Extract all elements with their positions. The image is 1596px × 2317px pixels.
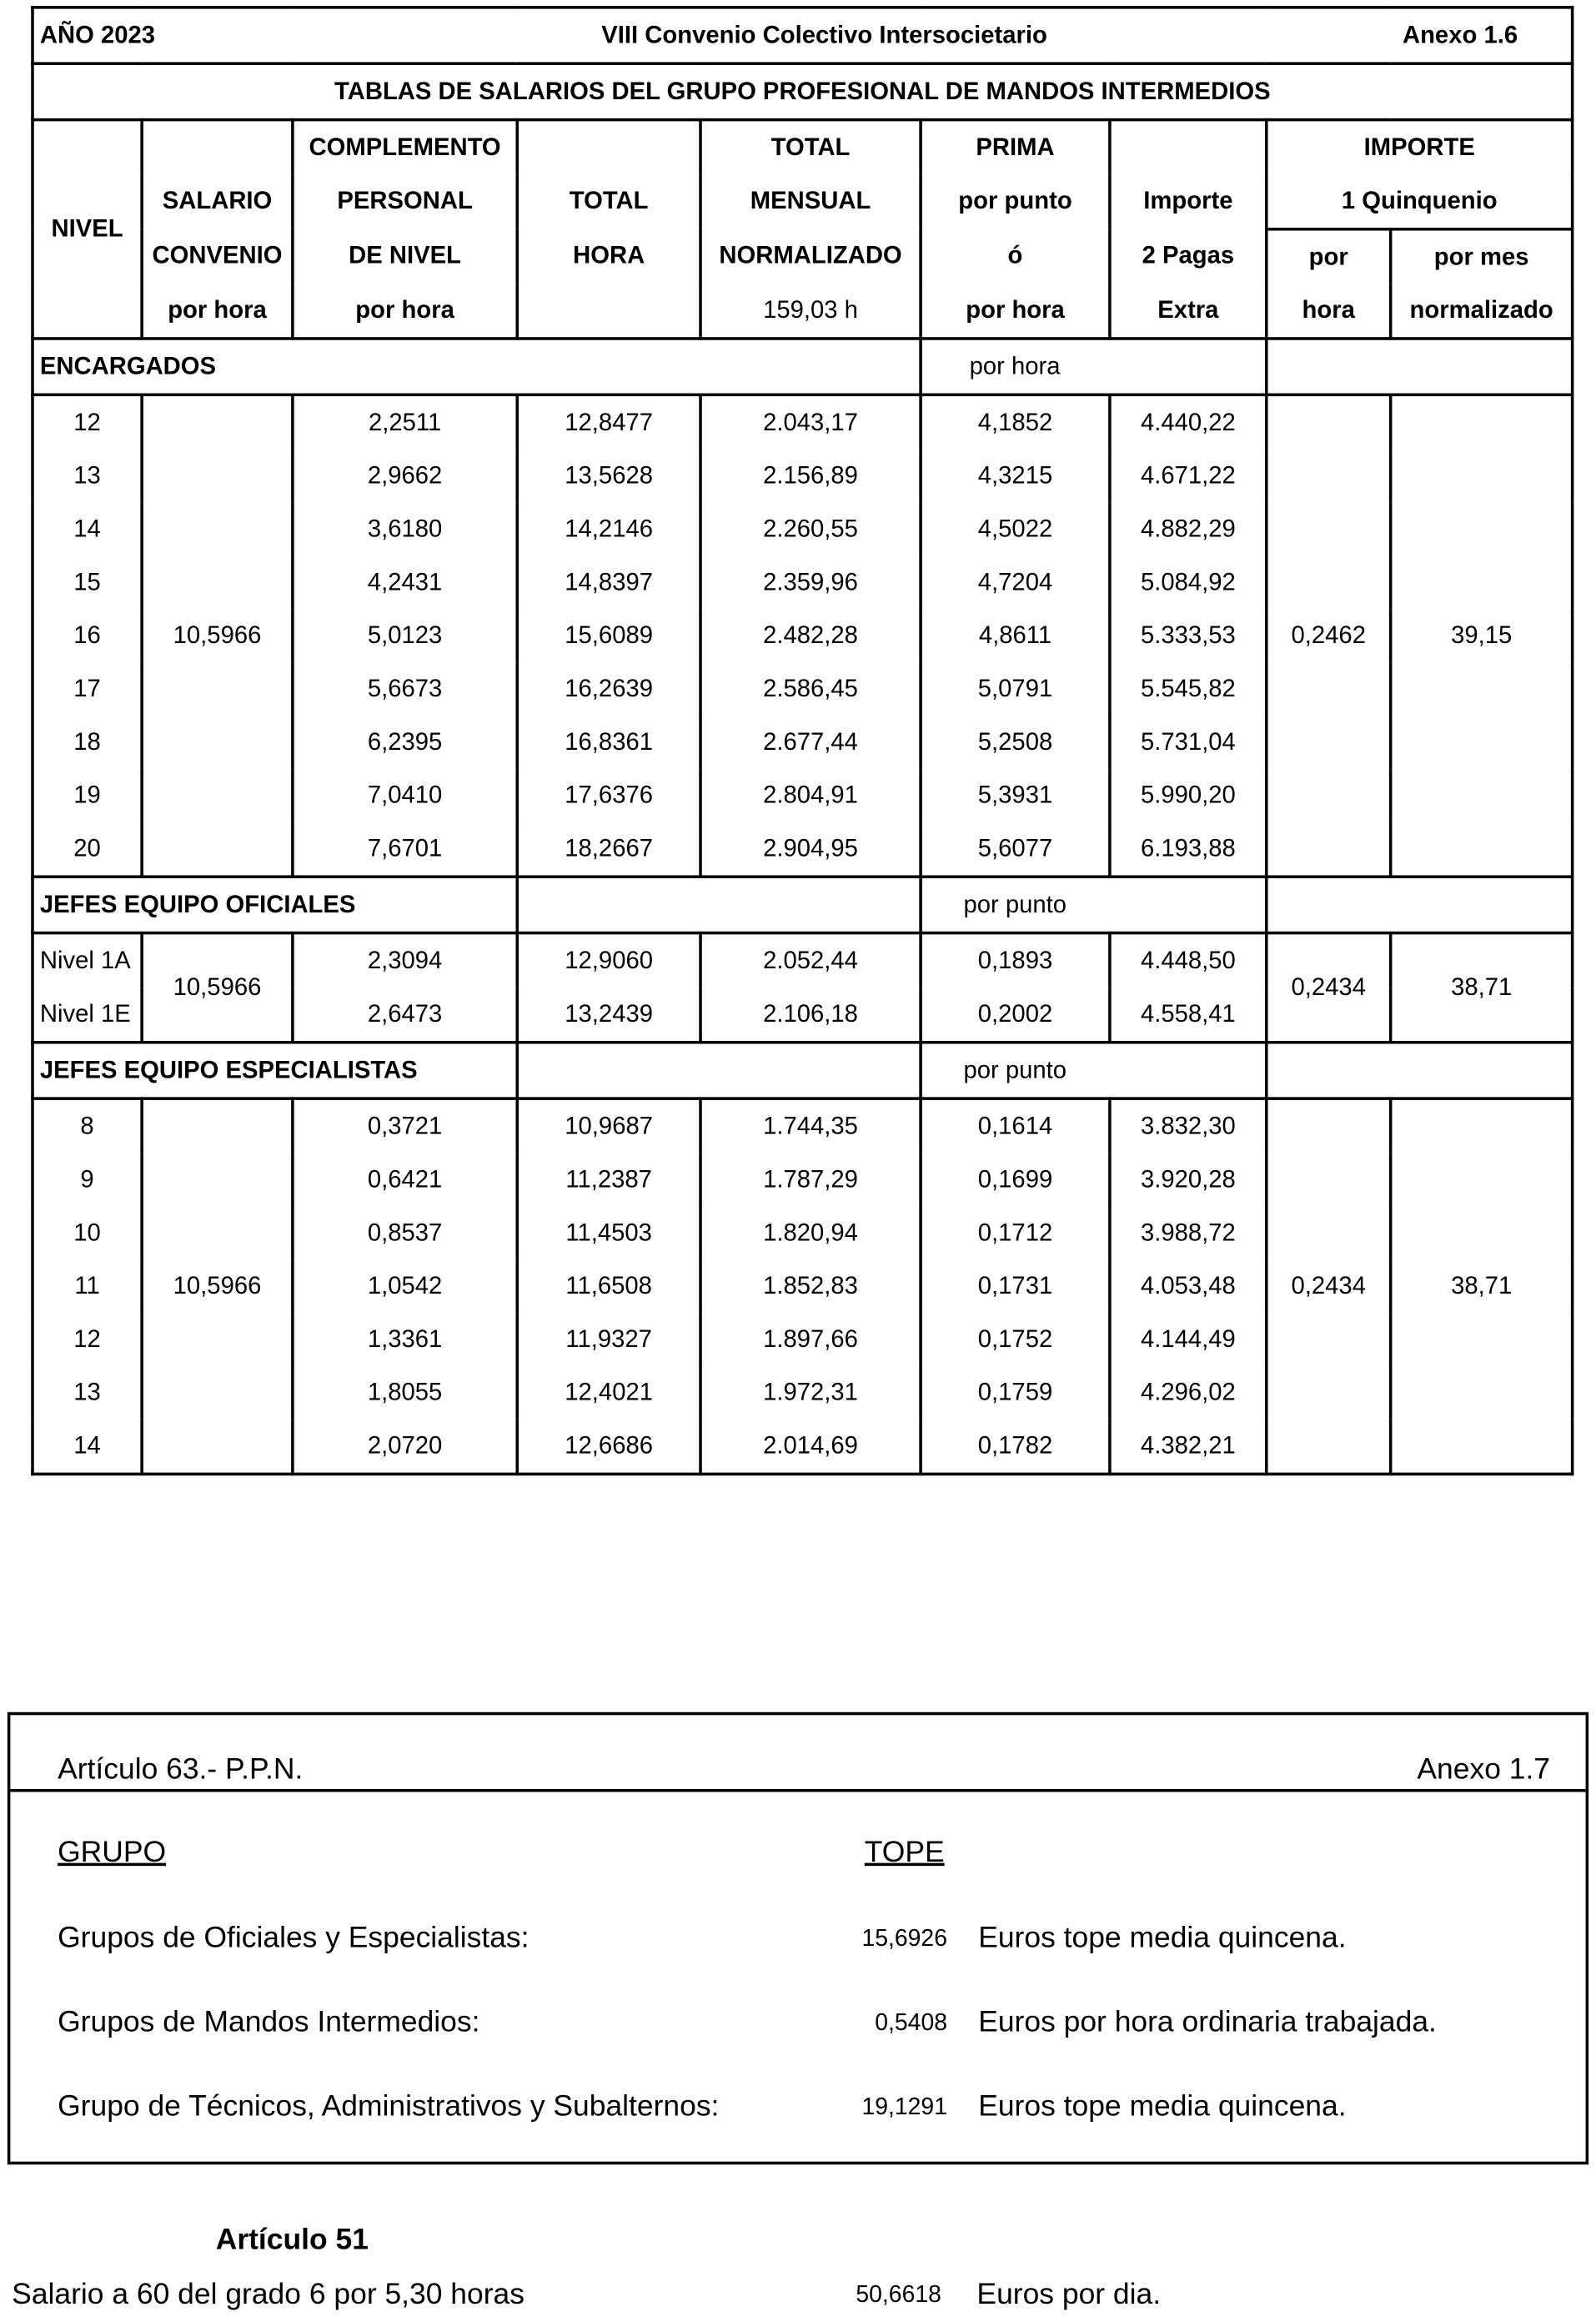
ppn-grupo: Grupos de Oficiales y Especialistas: [58, 1922, 529, 1955]
nivel-cell: 14 [33, 503, 142, 556]
col-quinq-mes-1: por mes [1391, 229, 1573, 284]
complemento-cell: 7,6701 [293, 822, 517, 877]
prima-cell: 0,1712 [921, 1207, 1110, 1260]
table-title: TABLAS DE SALARIOS DEL GRUPO PROFESIONAL DE MANDOS INTERMEDIOS [33, 63, 1573, 119]
ppn-anexo: Anexo 1.7 [1417, 1753, 1551, 1787]
prima-cell: 0,2002 [921, 988, 1110, 1043]
nivel-cell: 9 [33, 1153, 142, 1207]
salario-cell: 10,5966 [142, 395, 293, 877]
quinq-mes-cell: 38,71 [1391, 933, 1573, 1043]
mensual-cell: 2.106,18 [700, 988, 921, 1043]
nivel-cell: 16 [33, 609, 142, 662]
nivel-cell: 8 [33, 1098, 142, 1153]
complemento-cell: 1,3361 [293, 1313, 517, 1366]
mensual-cell: 1.852,83 [700, 1259, 921, 1313]
pagas-cell: 4.382,21 [1110, 1420, 1267, 1475]
section-blank [517, 1043, 921, 1098]
mensual-cell: 2.359,96 [700, 556, 921, 610]
col-total-blank [517, 120, 700, 175]
ppn-grupo: Grupos de Mandos Intermedios: [58, 2006, 480, 2039]
nivel-cell: Nivel 1A [33, 933, 142, 988]
total-hora-cell: 12,9060 [517, 933, 700, 988]
ppn-row [10, 2091, 1585, 2135]
section-prima-label: por punto [921, 1043, 1267, 1098]
pagas-cell: 4.296,02 [1110, 1366, 1267, 1420]
total-hora-cell: 10,9687 [517, 1098, 700, 1153]
pagas-cell: 3.988,72 [1110, 1207, 1267, 1260]
convenio-label: VIII Convenio Colectivo Intersocietario [517, 8, 1110, 63]
nivel-cell: 12 [33, 395, 142, 450]
pagas-cell: 5.333,53 [1110, 609, 1267, 662]
section-blank [1267, 339, 1573, 395]
mensual-cell: 2.904,95 [700, 822, 921, 877]
col-nivel-label: NIVEL [51, 214, 123, 242]
complemento-cell: 2,6473 [293, 988, 517, 1043]
total-hora-cell: 16,2639 [517, 662, 700, 716]
prima-cell: 0,1699 [921, 1153, 1110, 1207]
nivel-cell: 13 [33, 450, 142, 503]
ppn-grupo: Grupo de Técnicos, Administrativos y Subalternos: [58, 2090, 720, 2123]
pagas-cell: 4.882,29 [1110, 503, 1267, 556]
complemento-cell: 6,2395 [293, 716, 517, 769]
mensual-cell: 1.897,66 [700, 1313, 921, 1366]
mensual-cell: 1.820,94 [700, 1207, 921, 1260]
ppn-valor: 19,1291 [861, 2094, 947, 2121]
quinq-mes-cell: 39,15 [1391, 395, 1573, 877]
col-total-2: HORA [517, 229, 700, 284]
mensual-cell: 1.787,29 [700, 1153, 921, 1207]
nivel-cell: 13 [33, 1366, 142, 1420]
col-complemento-1: COMPLEMENTO [293, 120, 517, 175]
quinq-hora-cell: 0,2434 [1267, 933, 1391, 1043]
complemento-cell: 0,3721 [293, 1098, 517, 1153]
prima-cell: 4,8611 [921, 609, 1110, 662]
pagas-cell: 4.671,22 [1110, 450, 1267, 503]
section-blank [1267, 877, 1573, 932]
complemento-cell: 0,8537 [293, 1207, 517, 1260]
complemento-cell: 2,9662 [293, 450, 517, 503]
complemento-cell: 2,0720 [293, 1420, 517, 1475]
pagas-cell: 4.053,48 [1110, 1259, 1267, 1313]
ppn-desc: Euros por hora ordinaria trabajada. [978, 2006, 1437, 2039]
pagas-cell: 6.193,88 [1110, 822, 1267, 877]
nivel-cell: 19 [33, 769, 142, 822]
total-hora-cell: 11,6508 [517, 1259, 700, 1313]
ppn-header [10, 1715, 1585, 1792]
pagas-cell: 4.144,49 [1110, 1313, 1267, 1366]
prima-cell: 4,7204 [921, 556, 1110, 610]
col-pagas-3: Extra [1110, 284, 1267, 339]
prima-cell: 4,3215 [921, 450, 1110, 503]
col-salario-2: CONVENIO [142, 229, 293, 284]
ppn-row [10, 1922, 1585, 1967]
pagas-cell: 3.832,30 [1110, 1098, 1267, 1153]
section-label: ENCARGADOS [33, 339, 921, 395]
col-complemento-4: por hora [293, 284, 517, 339]
prima-cell: 4,5022 [921, 503, 1110, 556]
pagas-cell: 3.920,28 [1110, 1153, 1267, 1207]
column-header-row-4 [33, 284, 1573, 339]
quinq-mes-cell: 38,71 [1391, 1098, 1573, 1474]
ppn-desc: Euros tope media quincena. [978, 1922, 1347, 1955]
ppn-valor: 0,5408 [875, 2010, 947, 2037]
articulo51-grupo: Salario a 60 del grado 6 por 5,30 horas [12, 2278, 524, 2311]
mensual-cell: 1.744,35 [700, 1098, 921, 1153]
table-row [33, 1098, 1573, 1153]
nivel-cell: 20 [33, 822, 142, 877]
ppn-valor: 15,6926 [861, 1926, 947, 1952]
section-prima-label: por hora [921, 339, 1267, 395]
section-blank [1267, 1043, 1573, 1098]
complemento-cell: 2,3094 [293, 933, 517, 988]
mensual-cell: 2.156,89 [700, 450, 921, 503]
ppn-row [10, 2007, 1585, 2051]
mensual-cell: 2.014,69 [700, 1420, 921, 1475]
section-label: JEFES EQUIPO OFICIALES [33, 877, 517, 932]
ppn-title: Artículo 63.- P.P.N. [58, 1753, 304, 1787]
title-row [33, 63, 1573, 119]
col-pagas-2: 2 Pagas [1110, 229, 1267, 284]
prima-cell: 0,1614 [921, 1098, 1110, 1153]
salario-cell: 10,5966 [142, 1098, 293, 1474]
complemento-cell: 3,6180 [293, 503, 517, 556]
section-blank [517, 877, 921, 932]
col-mensual-3: NORMALIZADO [700, 229, 921, 284]
ppn-desc: Euros tope media quincena. [978, 2090, 1347, 2123]
total-hora-cell: 18,2667 [517, 822, 700, 877]
col-quinq-mes-2: normalizado [1391, 284, 1573, 339]
complemento-cell: 5,0123 [293, 609, 517, 662]
col-complemento-3: DE NIVEL [293, 229, 517, 284]
col-prima-2: por punto [921, 174, 1110, 229]
complemento-cell: 1,0542 [293, 1259, 517, 1313]
nivel-cell: 10 [33, 1207, 142, 1260]
col-pagas-1: Importe [1110, 174, 1267, 229]
mensual-cell: 2.043,17 [700, 395, 921, 450]
col-nivel [33, 120, 142, 339]
anexo-label: Anexo 1.6 [1110, 8, 1573, 63]
table-row [33, 395, 1573, 450]
section-row-oficiales [33, 877, 1573, 932]
pagas-cell: 4.440,22 [1110, 395, 1267, 450]
column-header-row-2 [33, 174, 1573, 229]
col-complemento-2: PERSONAL [293, 174, 517, 229]
total-hora-cell: 15,6089 [517, 609, 700, 662]
prima-cell: 0,1782 [921, 1420, 1110, 1475]
col-salario-3: por hora [142, 284, 293, 339]
complemento-cell: 5,6673 [293, 662, 517, 716]
salary-table-body [33, 8, 1573, 1475]
pagas-cell: 5.990,20 [1110, 769, 1267, 822]
nivel-cell: 11 [33, 1259, 142, 1313]
col-quinquenio-1: IMPORTE [1267, 120, 1573, 175]
year-label: AÑO 2023 [33, 8, 517, 63]
complemento-cell: 4,2431 [293, 556, 517, 610]
col-prima-1: PRIMA [921, 120, 1110, 175]
nivel-cell: 18 [33, 716, 142, 769]
ppn-col-tope: TOPE [864, 1836, 945, 1869]
articulo51-title: Artículo 51 [215, 2224, 369, 2257]
nivel-cell: 14 [33, 1420, 142, 1475]
total-hora-cell: 11,4503 [517, 1207, 700, 1260]
mensual-cell: 2.260,55 [700, 503, 921, 556]
col-mensual-1: TOTAL [700, 120, 921, 175]
column-header-row-1 [33, 120, 1573, 175]
articulo51-valor: 50,6618 [856, 2283, 941, 2309]
total-hora-cell: 14,8397 [517, 556, 700, 610]
mensual-cell: 1.972,31 [700, 1366, 921, 1420]
complemento-cell: 1,8055 [293, 1366, 517, 1420]
quinq-hora-cell: 0,2462 [1267, 395, 1391, 877]
col-quinq-hora-2: hora [1267, 284, 1391, 339]
section-prima-label: por punto [921, 877, 1267, 932]
salario-cell: 10,5966 [142, 933, 293, 1043]
section-label: JEFES EQUIPO ESPECIALISTAS [33, 1043, 517, 1098]
nivel-cell: Nivel 1E [33, 988, 142, 1043]
total-hora-cell: 11,2387 [517, 1153, 700, 1207]
total-hora-cell: 12,4021 [517, 1366, 700, 1420]
articulo51-desc: Euros por dia. [976, 2278, 1162, 2311]
section-row-encargados [33, 339, 1573, 395]
complemento-cell: 7,0410 [293, 769, 517, 822]
prima-cell: 0,1893 [921, 933, 1110, 988]
pagas-cell: 5.545,82 [1110, 662, 1267, 716]
total-hora-cell: 13,5628 [517, 450, 700, 503]
mensual-cell: 2.482,28 [700, 609, 921, 662]
prima-cell: 5,0791 [921, 662, 1110, 716]
pagas-cell: 5.084,92 [1110, 556, 1267, 610]
total-hora-cell: 11,9327 [517, 1313, 700, 1366]
col-prima-3: ó [921, 229, 1110, 284]
prima-cell: 0,1752 [921, 1313, 1110, 1366]
mensual-cell: 2.804,91 [700, 769, 921, 822]
pagas-cell: 5.731,04 [1110, 716, 1267, 769]
total-hora-cell: 12,8477 [517, 395, 700, 450]
total-hora-cell: 14,2146 [517, 503, 700, 556]
col-prima-4: por hora [921, 284, 1110, 339]
col-quinq-hora-1: por [1267, 229, 1391, 284]
prima-cell: 5,2508 [921, 716, 1110, 769]
prima-cell: 5,3931 [921, 769, 1110, 822]
total-hora-cell: 13,2439 [517, 988, 700, 1043]
total-hora-cell: 16,8361 [517, 716, 700, 769]
salary-table [31, 6, 1573, 1475]
total-hora-cell: 12,6686 [517, 1420, 700, 1475]
section-row-especialistas [33, 1043, 1573, 1098]
prima-cell: 0,1759 [921, 1366, 1110, 1420]
ppn-section [8, 1712, 1588, 2164]
complemento-cell: 2,2511 [293, 395, 517, 450]
column-header-row-3 [33, 229, 1573, 284]
mensual-cell: 2.677,44 [700, 716, 921, 769]
header-row [33, 8, 1573, 63]
mensual-cell: 2.586,45 [700, 662, 921, 716]
articulo51-row [0, 2279, 1596, 2317]
pagas-cell: 4.448,50 [1110, 933, 1267, 988]
nivel-cell: 12 [33, 1313, 142, 1366]
table-row [33, 933, 1573, 988]
mensual-cell: 2.052,44 [700, 933, 921, 988]
col-quinquenio-2: 1 Quinquenio [1267, 174, 1573, 229]
col-mensual-2: MENSUAL [700, 174, 921, 229]
prima-cell: 4,1852 [921, 395, 1110, 450]
complemento-cell: 0,6421 [293, 1153, 517, 1207]
prima-cell: 0,1731 [921, 1259, 1110, 1313]
col-salario-1: SALARIO [142, 174, 293, 229]
col-total-blank-2 [517, 284, 700, 339]
prima-cell: 5,6077 [921, 822, 1110, 877]
nivel-cell: 15 [33, 556, 142, 610]
col-mensual-4: 159,03 h [700, 284, 921, 339]
pagas-cell: 4.558,41 [1110, 988, 1267, 1043]
col-total-1: TOTAL [517, 174, 700, 229]
col-pagas-blank [1110, 120, 1267, 175]
quinq-hora-cell: 0,2434 [1267, 1098, 1391, 1474]
total-hora-cell: 17,6376 [517, 769, 700, 822]
nivel-cell: 17 [33, 662, 142, 716]
ppn-col-grupo: GRUPO [58, 1836, 167, 1869]
col-salario-blank [142, 120, 293, 175]
